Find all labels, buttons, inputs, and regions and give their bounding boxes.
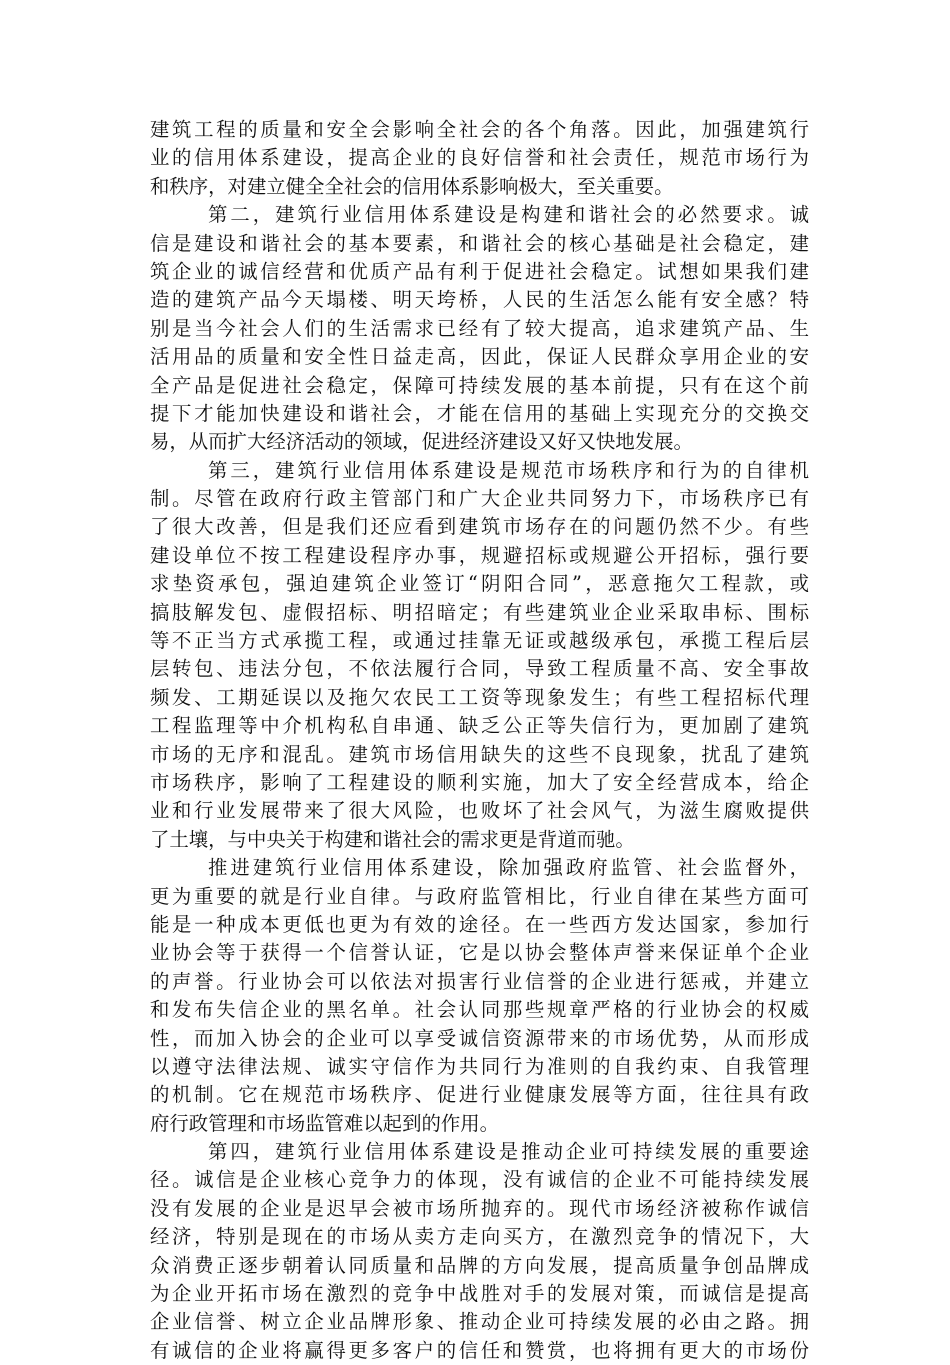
paragraph-first-line: 第二，建筑行业信用体系建设是构建和谐社会的必然要求。诚 bbox=[208, 203, 809, 227]
text-line: 众消费正逐步朝着认同质量和品牌的方向发展，提高质量争创品牌成 bbox=[150, 1253, 809, 1277]
text-line: 更为重要的就是行业自律。与政府监管相比，行业自律在某些方面可 bbox=[150, 884, 809, 908]
text-line: 性，而加入协会的企业可以享受诚信资源带来的市场优势，从而形成 bbox=[150, 1026, 809, 1050]
paragraph-first-line: 第三，建筑行业信用体系建设是规范市场秩序和行为的自律机 bbox=[208, 458, 809, 482]
text-line: 搞肢解发包、虚假招标、明招暗定；有些建筑业企业采取串标、围标 bbox=[150, 600, 809, 624]
text-line: 了很大改善，但是我们还应看到建筑市场存在的问题仍然不少。有些 bbox=[150, 515, 809, 539]
text-line: 经济，特别是现在的市场从卖方走向买方，在激烈竞争的情况下，大 bbox=[150, 1225, 809, 1249]
text-line: 和秩序，对建立健全全社会的信用体系影响极大，至关重要。 bbox=[150, 174, 674, 198]
text-line: 市场的无序和混乱。建筑市场信用缺失的这些不良现象，扰乱了建筑 bbox=[150, 742, 809, 766]
text-line: 的机制。它在规范市场秩序、促进行业健康发展等方面，往往具有政 bbox=[150, 1083, 809, 1107]
text-line: 筑企业的诚信经营和优质产品有利于促进社会稳定。试想如果我们建 bbox=[150, 259, 809, 283]
text-line: 别是当今社会人们的生活需求已经有了较大提高，追求建筑产品、生 bbox=[150, 316, 809, 340]
text-line: 径。诚信是企业核心竞争力的体现，没有诚信的企业不可能持续发展 bbox=[150, 1168, 809, 1192]
text-line: 府行政管理和市场监管难以起到的作用。 bbox=[150, 1111, 500, 1135]
text-line: 市场秩序，影响了工程建设的顺利实施，加大了安全经营成本，给企 bbox=[150, 770, 809, 794]
text-line: 为企业开拓市场在激烈的竞争中战胜对手的发展对策，而诚信是提高 bbox=[150, 1282, 809, 1306]
text-line: 造的建筑产品今天塌楼、明天垮桥，人民的生活怎么能有安全感？特 bbox=[150, 288, 809, 312]
text-line: 频发、工期延误以及拖欠农民工工资等现象发生；有些工程招标代理 bbox=[150, 685, 809, 709]
text-line: 没有发展的企业是迟早会被市场所抛弃的。现代市场经济被称作诚信 bbox=[150, 1196, 809, 1220]
text-line: 以遵守法律法规、诚实守信作为共同行为准则的自我约束、自我管理 bbox=[150, 1054, 809, 1078]
text-line: 易，从而扩大经济活动的领域，促进经济建设又好又快地发展。 bbox=[150, 430, 693, 454]
text-line: 和发布失信企业的黑名单。社会认同那些规章严格的行业协会的权威 bbox=[150, 998, 809, 1022]
text-line: 企业信誉、树立企业品牌形象、推动企业可持续发展的必由之路。拥 bbox=[150, 1310, 809, 1334]
text-line: 的声誉。行业协会可以依法对损害行业信誉的企业进行惩戒，并建立 bbox=[150, 969, 809, 993]
text-line: 求垫资承包，强迫建筑企业签订“阴阳合同”，恶意拖欠工程款，或 bbox=[150, 572, 809, 596]
text-line: 建设单位不按工程建设程序办事，规避招标或规避公开招标，强行要 bbox=[150, 543, 809, 567]
text-line: 有诚信的企业将赢得更多客户的信任和赞赏，也将拥有更大的市场份 bbox=[150, 1338, 809, 1362]
text-line: 层转包、违法分包，不依法履行合同，导致工程质量不高、安全事故 bbox=[150, 657, 809, 681]
text-line: 工程监理等中介机构私自串通、缺乏公正等失信行为，更加剧了建筑 bbox=[150, 714, 809, 738]
text-line: 制。尽管在政府行政主管部门和广大企业共同努力下，市场秩序已有 bbox=[150, 487, 809, 511]
text-line: 业和行业发展带来了很大风险，也败坏了社会风气，为滋生腐败提供 bbox=[150, 799, 809, 823]
text-line: 提下才能加快建设和谐社会，才能在信用的基础上实现充分的交换交 bbox=[150, 401, 809, 425]
text-line: 了土壤，与中央关于构建和谐社会的需求更是背道而驰。 bbox=[150, 827, 635, 851]
text-line: 信是建设和谐社会的基本要素，和谐社会的核心基础是社会稳定，建 bbox=[150, 231, 809, 255]
document-page bbox=[150, 116, 809, 1365]
text-line: 建筑工程的质量和安全会影响全社会的各个角落。因此，加强建筑行 bbox=[150, 118, 809, 141]
text-line: 能是一种成本更低也更为有效的途径。在一些西方发达国家，参加行 bbox=[150, 912, 809, 936]
text-line: 全产品是促进社会稳定，保障可持续发展的基本前提，只有在这个前 bbox=[150, 373, 809, 397]
text-line: 等不正当方式承揽工程，或通过挂靠无证或越级承包，承揽工程后层 bbox=[150, 629, 809, 653]
text-line: 业的信用体系建设，提高企业的良好信誉和社会责任，规范市场行为 bbox=[150, 146, 809, 170]
paragraph-first-line: 第四，建筑行业信用体系建设是推动企业可持续发展的重要途 bbox=[208, 1140, 809, 1164]
text-line: 业协会等于获得一个信誉认证，它是以协会整体声誉来保证单个企业 bbox=[150, 941, 809, 965]
paragraph-first-line: 推进建筑行业信用体系建设，除加强政府监管、社会监督外， bbox=[208, 856, 809, 880]
text-line: 活用品的质量和安全性日益走高，因此，保证人民群众享用企业的安 bbox=[150, 345, 809, 369]
